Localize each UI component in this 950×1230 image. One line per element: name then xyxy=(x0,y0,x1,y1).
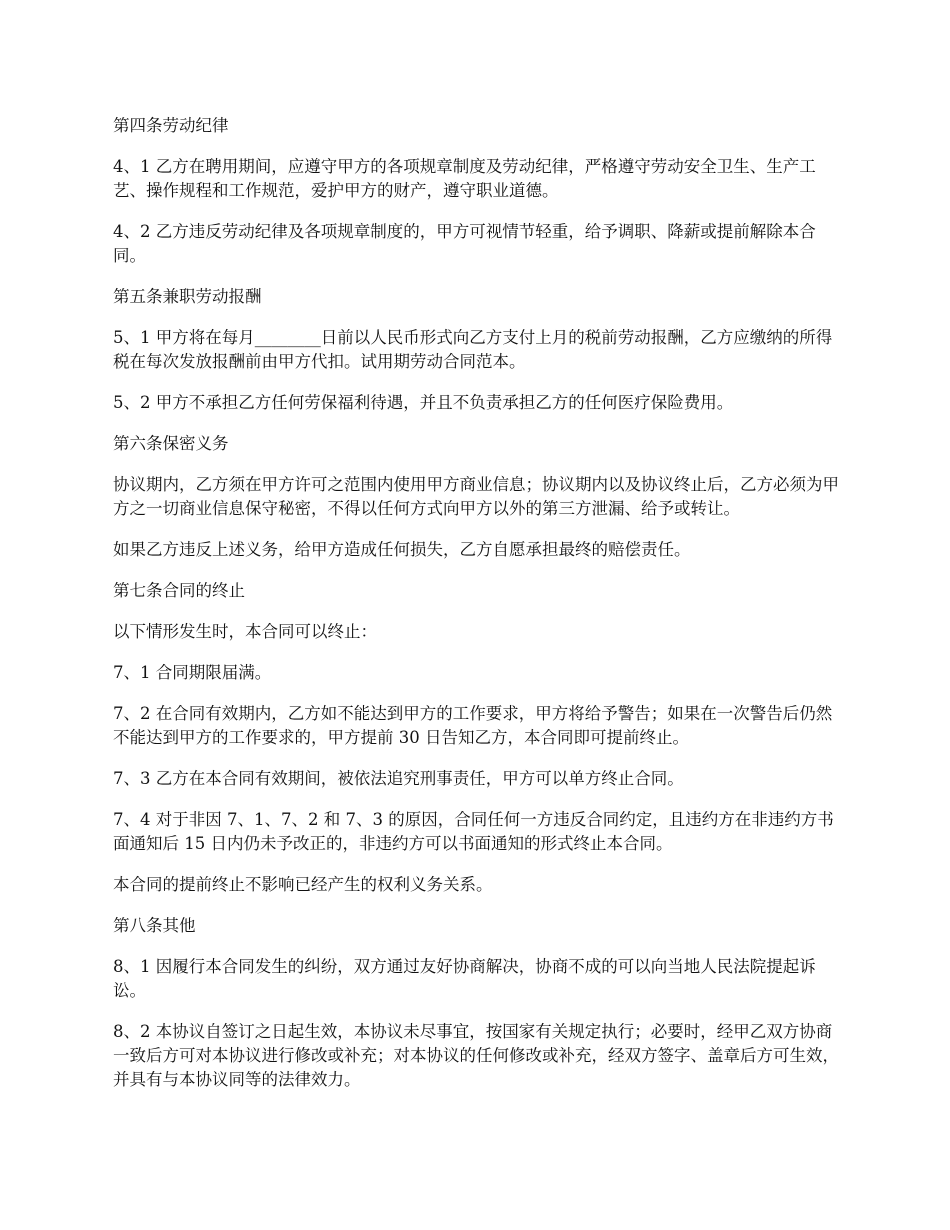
liability-paragraph: 如果乙方违反上述义务，给甲方造成任何损失，乙方自愿承担最终的赔偿责任。 xyxy=(113,540,691,559)
clause-5-2: 5、2 甲方不承担乙方任何劳保福利待遇，并且不负责承担乙方的任何医疗保险费用。 xyxy=(113,393,734,412)
section-heading-7: 第七条合同的终止 xyxy=(113,581,245,600)
early-termination-note: 本合同的提前终止不影响已经产生的权利义务关系。 xyxy=(113,875,493,894)
clause-4-2: 4、2 乙方违反劳动纪律及各项规章制度的，甲方可视情节轻重，给予调职、降薪或提前解除本合同。 xyxy=(113,222,816,265)
section-heading-6: 第六条保密义务 xyxy=(113,434,229,453)
clause-5-1: 5、1 甲方将在每月________日前以人民币形式向乙方支付上月的税前劳动报酬，乙方应缴纳的所得税在每次发放报酬前由甲方代扣。试用期劳动合同范本。 xyxy=(113,328,833,371)
clause-8-2: 8、2 本协议自签订之日起生效，本协议未尽事宜，按国家有关规定执行；必要时，经甲乙双方协商一致后方可对本协议进行修改或补充；对本协议的任何修改或补充，经双方签字、盖章后方可生效，并具有与本协议同等的法律效力。 xyxy=(113,1022,839,1089)
section-heading-4: 第四条劳动纪律 xyxy=(113,116,229,135)
clause-8-1: 8、1 因履行本合同发生的纠纷，双方通过友好协商解决，协商不成的可以向当地人民法院提起诉讼。 xyxy=(113,957,816,1000)
section-heading-8: 第八条其他 xyxy=(113,916,196,935)
document-body xyxy=(113,114,841,1109)
termination-intro: 以下情形发生时，本合同可以终止： xyxy=(113,622,377,641)
clause-7-3: 7、3 乙方在本合同有效期间，被依法追究刑事责任，甲方可以单方终止合同。 xyxy=(113,769,684,788)
clause-7-2: 7、2 在合同有效期内，乙方如不能达到甲方的工作要求，甲方将给予警告；如果在一次警告后仍然不能达到甲方的工作要求的，甲方提前 30 日告知乙方，本合同即可提前终止。 xyxy=(113,704,833,747)
section-heading-5: 第五条兼职劳动报酬 xyxy=(113,287,262,306)
clause-7-4: 7、4 对于非因 7、1、7、2 和 7、3 的原因，合同任何一方违反合同约定，且违约方在非违约方书面通知后 15 日内仍未予改正的，非违约方可以书面通知的形式终止本合同。 xyxy=(113,810,834,853)
clause-7-1: 7、1 合同期限届满。 xyxy=(113,663,272,682)
clause-4-1: 4、1 乙方在聘用期间，应遵守甲方的各项规章制度及劳动纪律，严格遵守劳动安全卫生、生产工艺、操作规程和工作规范，爱护甲方的财产，遵守职业道德。 xyxy=(113,157,816,200)
confidentiality-paragraph: 协议期内，乙方须在甲方许可之范围内使用甲方商业信息；协议期内以及协议终止后，乙方必须为甲方之一切商业信息保守秘密，不得以任何方式向甲方以外的第三方泄漏、给予或转让。 xyxy=(113,475,839,518)
